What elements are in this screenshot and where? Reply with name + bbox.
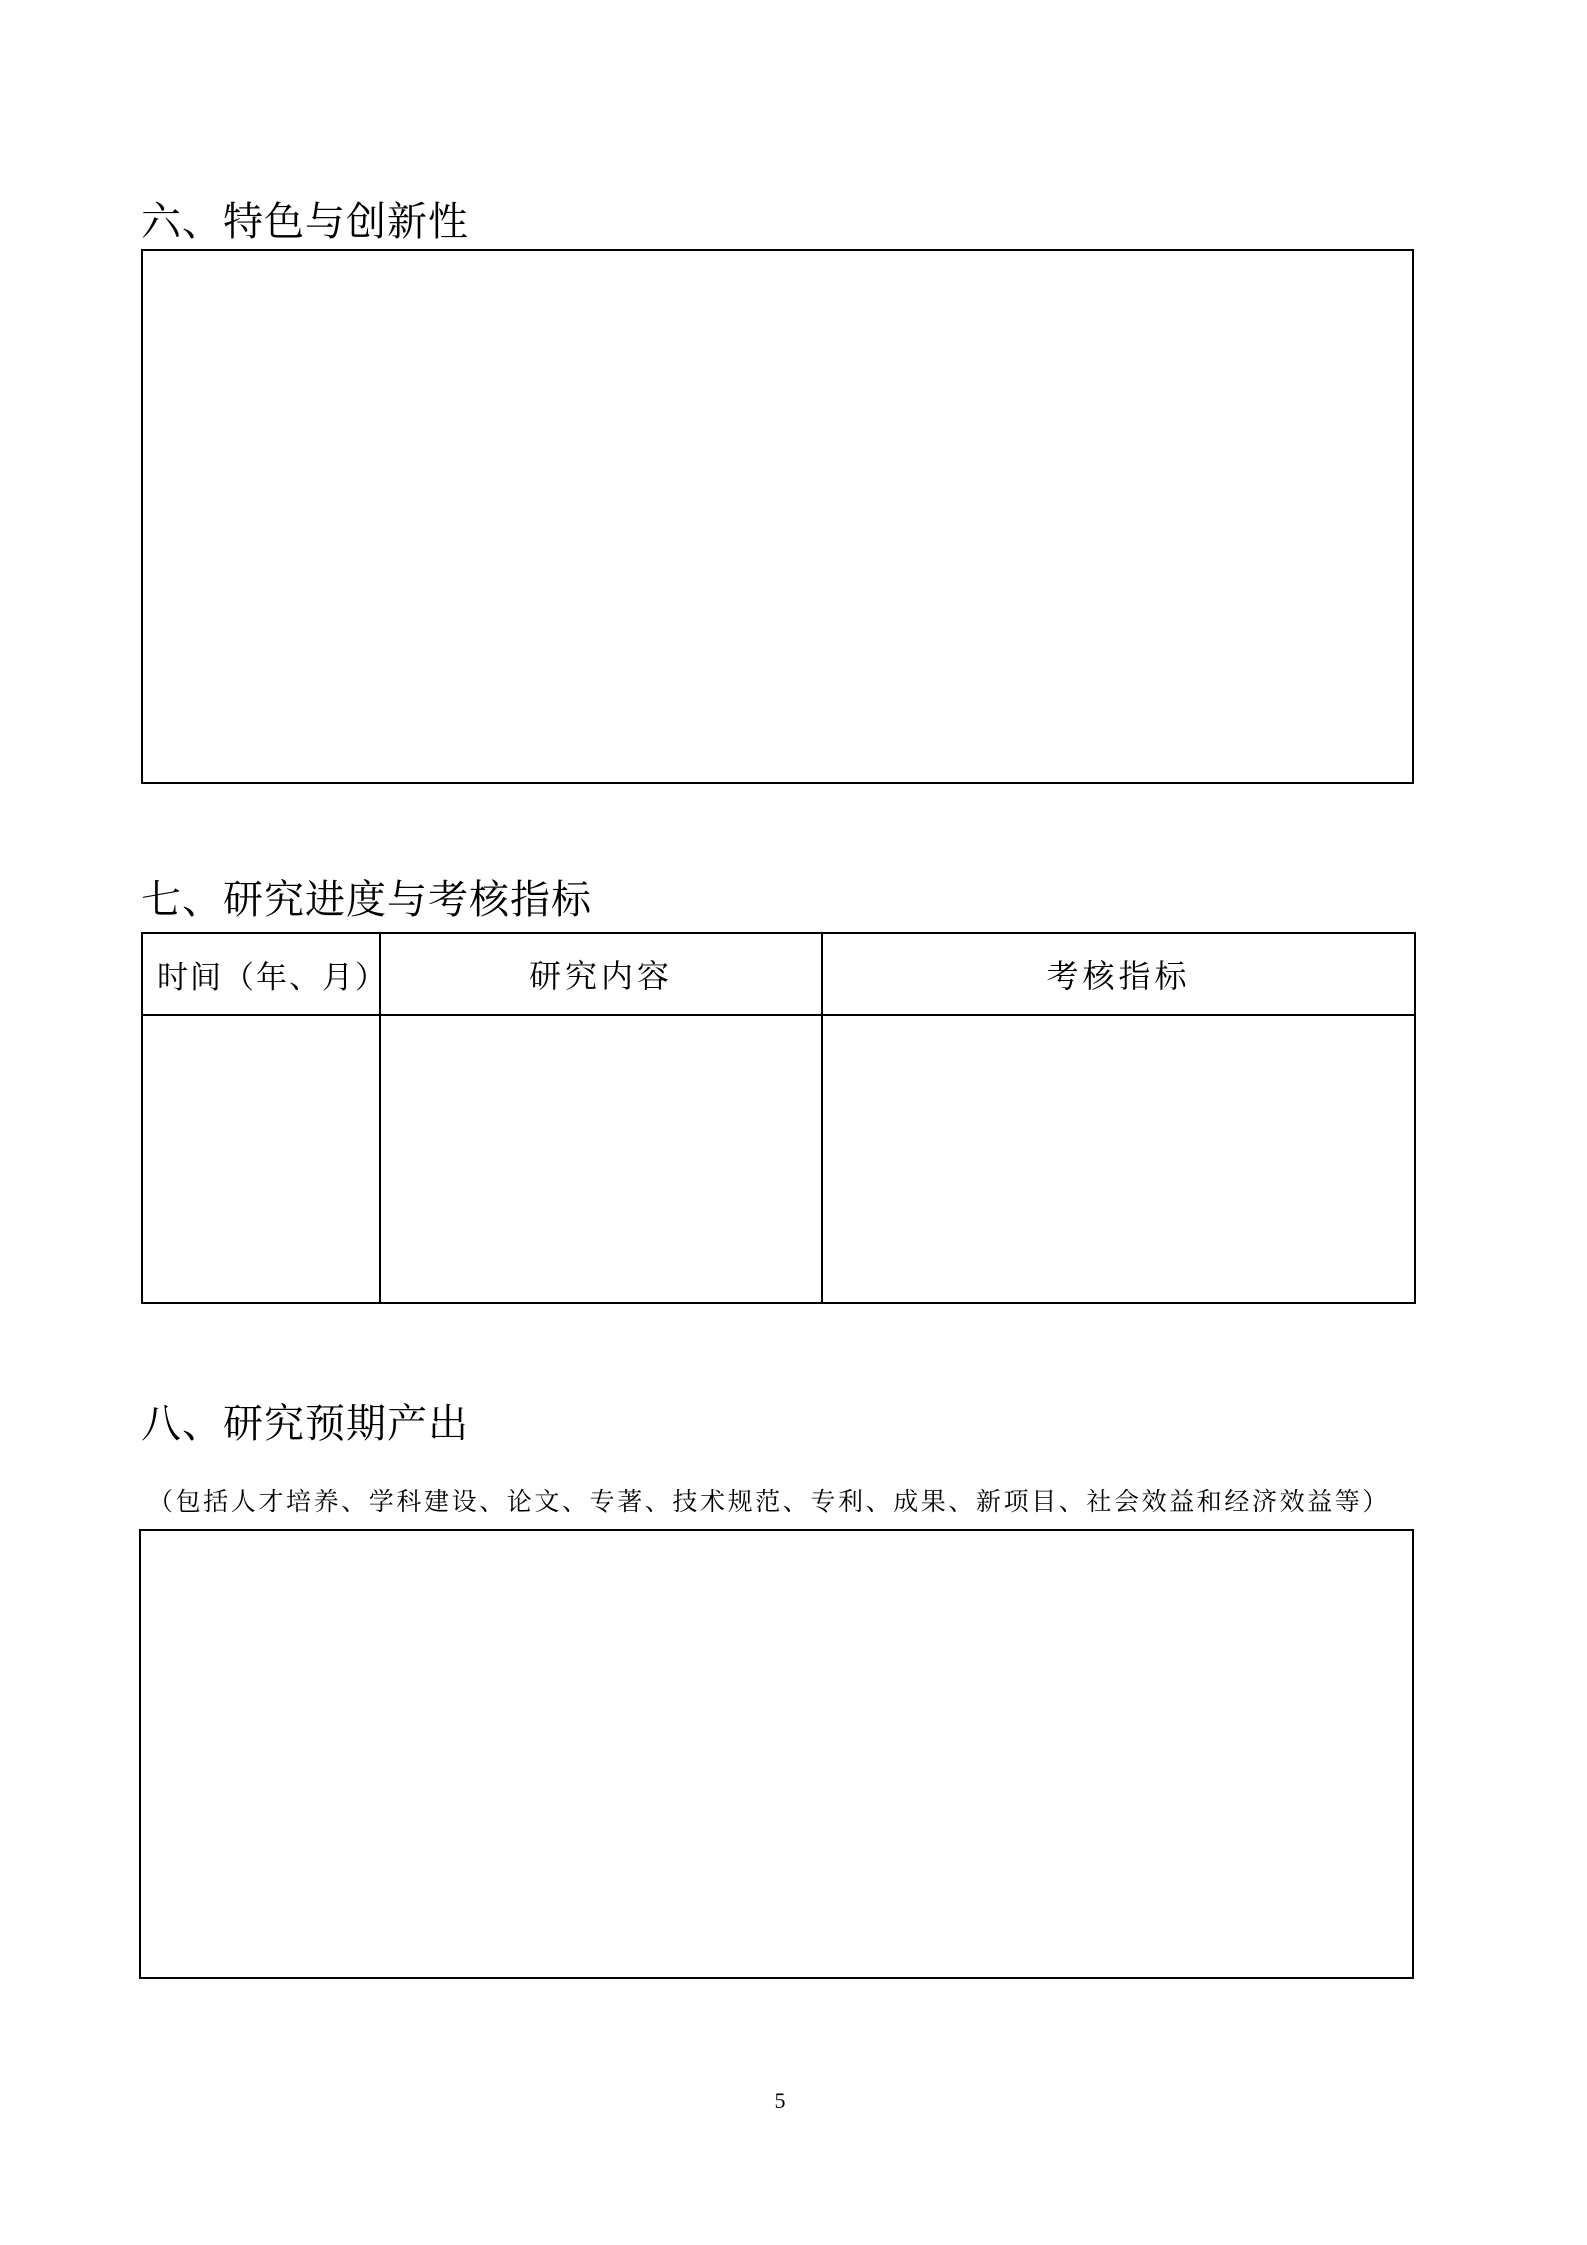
section-heading-progress: 七、研究进度与考核指标 (141, 877, 592, 923)
progress-table (141, 932, 1416, 1304)
table-header-row (142, 933, 1415, 1015)
column-header-content: 研究内容 (380, 933, 822, 1015)
column-header-indicators: 考核指标 (822, 933, 1415, 1015)
expected-output-note: （包括人才培养、学科建设、论文、专著、技术规范、专利、成果、新项目、社会效益和经济效益等） (148, 1487, 1391, 1516)
section-heading-expected-output: 八、研究预期产出 (141, 1401, 469, 1447)
expected-output-input-box[interactable] (139, 1529, 1414, 1979)
innovation-input-box[interactable] (141, 249, 1414, 784)
cell-indicators[interactable] (822, 1015, 1415, 1303)
section-heading-innovation: 六、特色与创新性 (141, 199, 469, 245)
cell-content[interactable] (380, 1015, 822, 1303)
table-row (142, 1015, 1415, 1303)
cell-time[interactable] (142, 1015, 380, 1303)
page-number: 5 (774, 2088, 786, 2113)
column-header-time: 时间（年、月） (142, 933, 380, 1015)
